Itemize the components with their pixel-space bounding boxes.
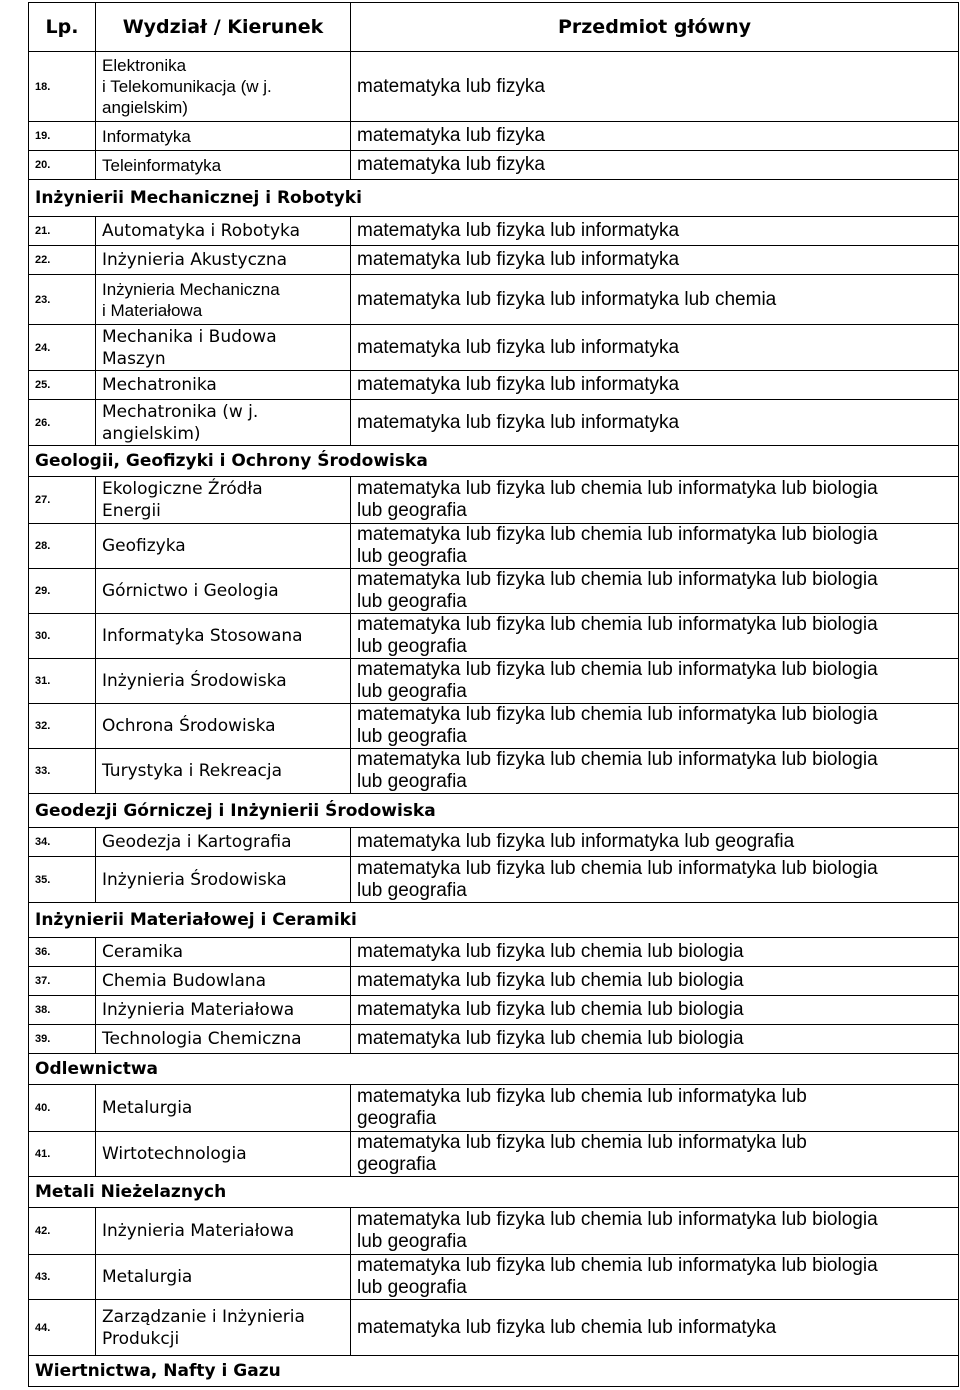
main-subject: matematyka lub fizyka lub chemia lub biologia bbox=[351, 967, 959, 996]
program-name: Geodezja i Kartografia bbox=[96, 828, 351, 857]
main-subject: matematyka lub fizyka bbox=[351, 52, 959, 122]
row-number: 28. bbox=[29, 524, 96, 569]
main-subject: matematyka lub fizyka lub chemia lub biologia bbox=[351, 938, 959, 967]
department-row bbox=[29, 1177, 959, 1208]
main-subject: matematyka lub fizyka bbox=[351, 122, 959, 151]
program-name: Inżynieria Mechaniczna i Materiałowa bbox=[96, 275, 351, 325]
main-subject: matematyka lub fizyka lub informatyka lub geografia bbox=[351, 828, 959, 857]
table-row bbox=[29, 275, 959, 325]
department-title: Odlewnictwa bbox=[29, 1054, 959, 1085]
header-lp: Lp. bbox=[29, 3, 96, 52]
row-number: 20. bbox=[29, 151, 96, 180]
table-row bbox=[29, 52, 959, 122]
program-name: Mechanika i Budowa Maszyn bbox=[96, 325, 351, 371]
department-title: Metali Nieżelaznych bbox=[29, 1177, 959, 1208]
row-number: 32. bbox=[29, 704, 96, 749]
main-subject: matematyka lub fizyka lub informatyka bbox=[351, 400, 959, 446]
row-number: 39. bbox=[29, 1025, 96, 1054]
row-number: 40. bbox=[29, 1085, 96, 1132]
department-row bbox=[29, 1054, 959, 1085]
table-row bbox=[29, 614, 959, 659]
main-subject: matematyka lub fizyka lub chemia lub informatyka lub biologia lub geografia bbox=[351, 524, 959, 569]
main-subject: matematyka lub fizyka lub chemia lub informatyka lub biologia lub geografia bbox=[351, 659, 959, 704]
main-subject: matematyka lub fizyka bbox=[351, 151, 959, 180]
table-row bbox=[29, 325, 959, 371]
program-name: Ekologiczne Źródła Energii bbox=[96, 477, 351, 524]
table-row bbox=[29, 1300, 959, 1356]
main-subject: matematyka lub fizyka lub chemia lub informatyka bbox=[351, 1300, 959, 1356]
program-name: Teleinformatyka bbox=[96, 151, 351, 180]
study-programs-table bbox=[28, 2, 959, 1387]
table-row bbox=[29, 400, 959, 446]
program-name: Inżynieria Akustyczna bbox=[96, 246, 351, 275]
row-number: 19. bbox=[29, 122, 96, 151]
main-subject: matematyka lub fizyka lub informatyka bbox=[351, 371, 959, 400]
table-row bbox=[29, 659, 959, 704]
main-subject: matematyka lub fizyka lub chemia lub informatyka lub biologia lub geografia bbox=[351, 1208, 959, 1255]
table-row bbox=[29, 1255, 959, 1300]
row-number: 23. bbox=[29, 275, 96, 325]
main-subject: matematyka lub fizyka lub chemia lub informatyka lub geografia bbox=[351, 1132, 959, 1177]
row-number: 34. bbox=[29, 828, 96, 857]
row-number: 44. bbox=[29, 1300, 96, 1356]
row-number: 22. bbox=[29, 246, 96, 275]
table-row bbox=[29, 704, 959, 749]
program-name: Ochrona Środowiska bbox=[96, 704, 351, 749]
table-row bbox=[29, 1208, 959, 1255]
main-subject: matematyka lub fizyka lub informatyka bbox=[351, 217, 959, 246]
main-subject: matematyka lub fizyka lub chemia lub informatyka lub biologia lub geografia bbox=[351, 749, 959, 794]
main-subject: matematyka lub fizyka lub chemia lub biologia bbox=[351, 996, 959, 1025]
header-subject: Przedmiot główny bbox=[351, 3, 959, 52]
program-name: Geofizyka bbox=[96, 524, 351, 569]
row-number: 43. bbox=[29, 1255, 96, 1300]
program-name: Inżynieria Materiałowa bbox=[96, 996, 351, 1025]
department-row bbox=[29, 794, 959, 828]
program-name: Wirtotechnologia bbox=[96, 1132, 351, 1177]
program-name: Mechatronika bbox=[96, 371, 351, 400]
main-subject: matematyka lub fizyka lub chemia lub informatyka lub biologia lub geografia bbox=[351, 857, 959, 903]
table-row bbox=[29, 938, 959, 967]
department-row bbox=[29, 903, 959, 938]
program-name: Mechatronika (w j. angielskim) bbox=[96, 400, 351, 446]
main-subject: matematyka lub fizyka lub informatyka bbox=[351, 246, 959, 275]
table-row bbox=[29, 749, 959, 794]
table-row bbox=[29, 371, 959, 400]
program-name: Informatyka bbox=[96, 122, 351, 151]
program-name: Metalurgia bbox=[96, 1085, 351, 1132]
table-row bbox=[29, 151, 959, 180]
row-number: 33. bbox=[29, 749, 96, 794]
department-title: Wiertnictwa, Nafty i Gazu bbox=[29, 1356, 959, 1387]
table-row bbox=[29, 857, 959, 903]
main-subject: matematyka lub fizyka lub chemia lub informatyka lub biologia lub geografia bbox=[351, 569, 959, 614]
program-name: Technologia Chemiczna bbox=[96, 1025, 351, 1054]
row-number: 31. bbox=[29, 659, 96, 704]
row-number: 24. bbox=[29, 325, 96, 371]
row-number: 41. bbox=[29, 1132, 96, 1177]
department-title: Geologii, Geofizyki i Ochrony Środowiska bbox=[29, 446, 959, 477]
row-number: 30. bbox=[29, 614, 96, 659]
program-name: Inżynieria Środowiska bbox=[96, 659, 351, 704]
program-name: Inżynieria Środowiska bbox=[96, 857, 351, 903]
program-name: Metalurgia bbox=[96, 1255, 351, 1300]
row-number: 42. bbox=[29, 1208, 96, 1255]
table-body bbox=[29, 52, 959, 1387]
program-name: Elektronika i Telekomunikacja (w j. angielskim) bbox=[96, 52, 351, 122]
table-row bbox=[29, 569, 959, 614]
table-row bbox=[29, 828, 959, 857]
row-number: 29. bbox=[29, 569, 96, 614]
program-name: Ceramika bbox=[96, 938, 351, 967]
table-row bbox=[29, 524, 959, 569]
table-row bbox=[29, 122, 959, 151]
department-title: Inżynierii Mechanicznej i Robotyki bbox=[29, 180, 959, 217]
main-subject: matematyka lub fizyka lub chemia lub informatyka lub biologia lub geografia bbox=[351, 477, 959, 524]
program-name: Automatyka i Robotyka bbox=[96, 217, 351, 246]
table-row bbox=[29, 1132, 959, 1177]
department-row bbox=[29, 180, 959, 217]
main-subject: matematyka lub fizyka lub chemia lub informatyka lub biologia lub geografia bbox=[351, 704, 959, 749]
row-number: 27. bbox=[29, 477, 96, 524]
department-row bbox=[29, 446, 959, 477]
table-row bbox=[29, 996, 959, 1025]
main-subject: matematyka lub fizyka lub chemia lub informatyka lub biologia lub geografia bbox=[351, 1255, 959, 1300]
table-row bbox=[29, 1025, 959, 1054]
program-name: Turystyka i Rekreacja bbox=[96, 749, 351, 794]
main-subject: matematyka lub fizyka lub informatyka bbox=[351, 325, 959, 371]
program-name: Górnictwo i Geologia bbox=[96, 569, 351, 614]
department-title: Inżynierii Materiałowej i Ceramiki bbox=[29, 903, 959, 938]
header-department: Wydział / Kierunek bbox=[96, 3, 351, 52]
department-row bbox=[29, 1356, 959, 1387]
program-name: Chemia Budowlana bbox=[96, 967, 351, 996]
header-row bbox=[29, 3, 959, 52]
table-row bbox=[29, 967, 959, 996]
main-subject: matematyka lub fizyka lub chemia lub informatyka lub biologia lub geografia bbox=[351, 614, 959, 659]
main-subject: matematyka lub fizyka lub chemia lub informatyka lub geografia bbox=[351, 1085, 959, 1132]
table-row bbox=[29, 217, 959, 246]
row-number: 18. bbox=[29, 52, 96, 122]
program-name: Inżynieria Materiałowa bbox=[96, 1208, 351, 1255]
main-subject: matematyka lub fizyka lub chemia lub biologia bbox=[351, 1025, 959, 1054]
row-number: 38. bbox=[29, 996, 96, 1025]
row-number: 25. bbox=[29, 371, 96, 400]
program-name: Informatyka Stosowana bbox=[96, 614, 351, 659]
table-row bbox=[29, 1085, 959, 1132]
row-number: 26. bbox=[29, 400, 96, 446]
row-number: 21. bbox=[29, 217, 96, 246]
department-title: Geodezji Górniczej i Inżynierii Środowiska bbox=[29, 794, 959, 828]
row-number: 35. bbox=[29, 857, 96, 903]
row-number: 36. bbox=[29, 938, 96, 967]
table-row bbox=[29, 246, 959, 275]
program-name: Zarządzanie i Inżynieria Produkcji bbox=[96, 1300, 351, 1356]
row-number: 37. bbox=[29, 967, 96, 996]
main-subject: matematyka lub fizyka lub informatyka lub chemia bbox=[351, 275, 959, 325]
table-row bbox=[29, 477, 959, 524]
